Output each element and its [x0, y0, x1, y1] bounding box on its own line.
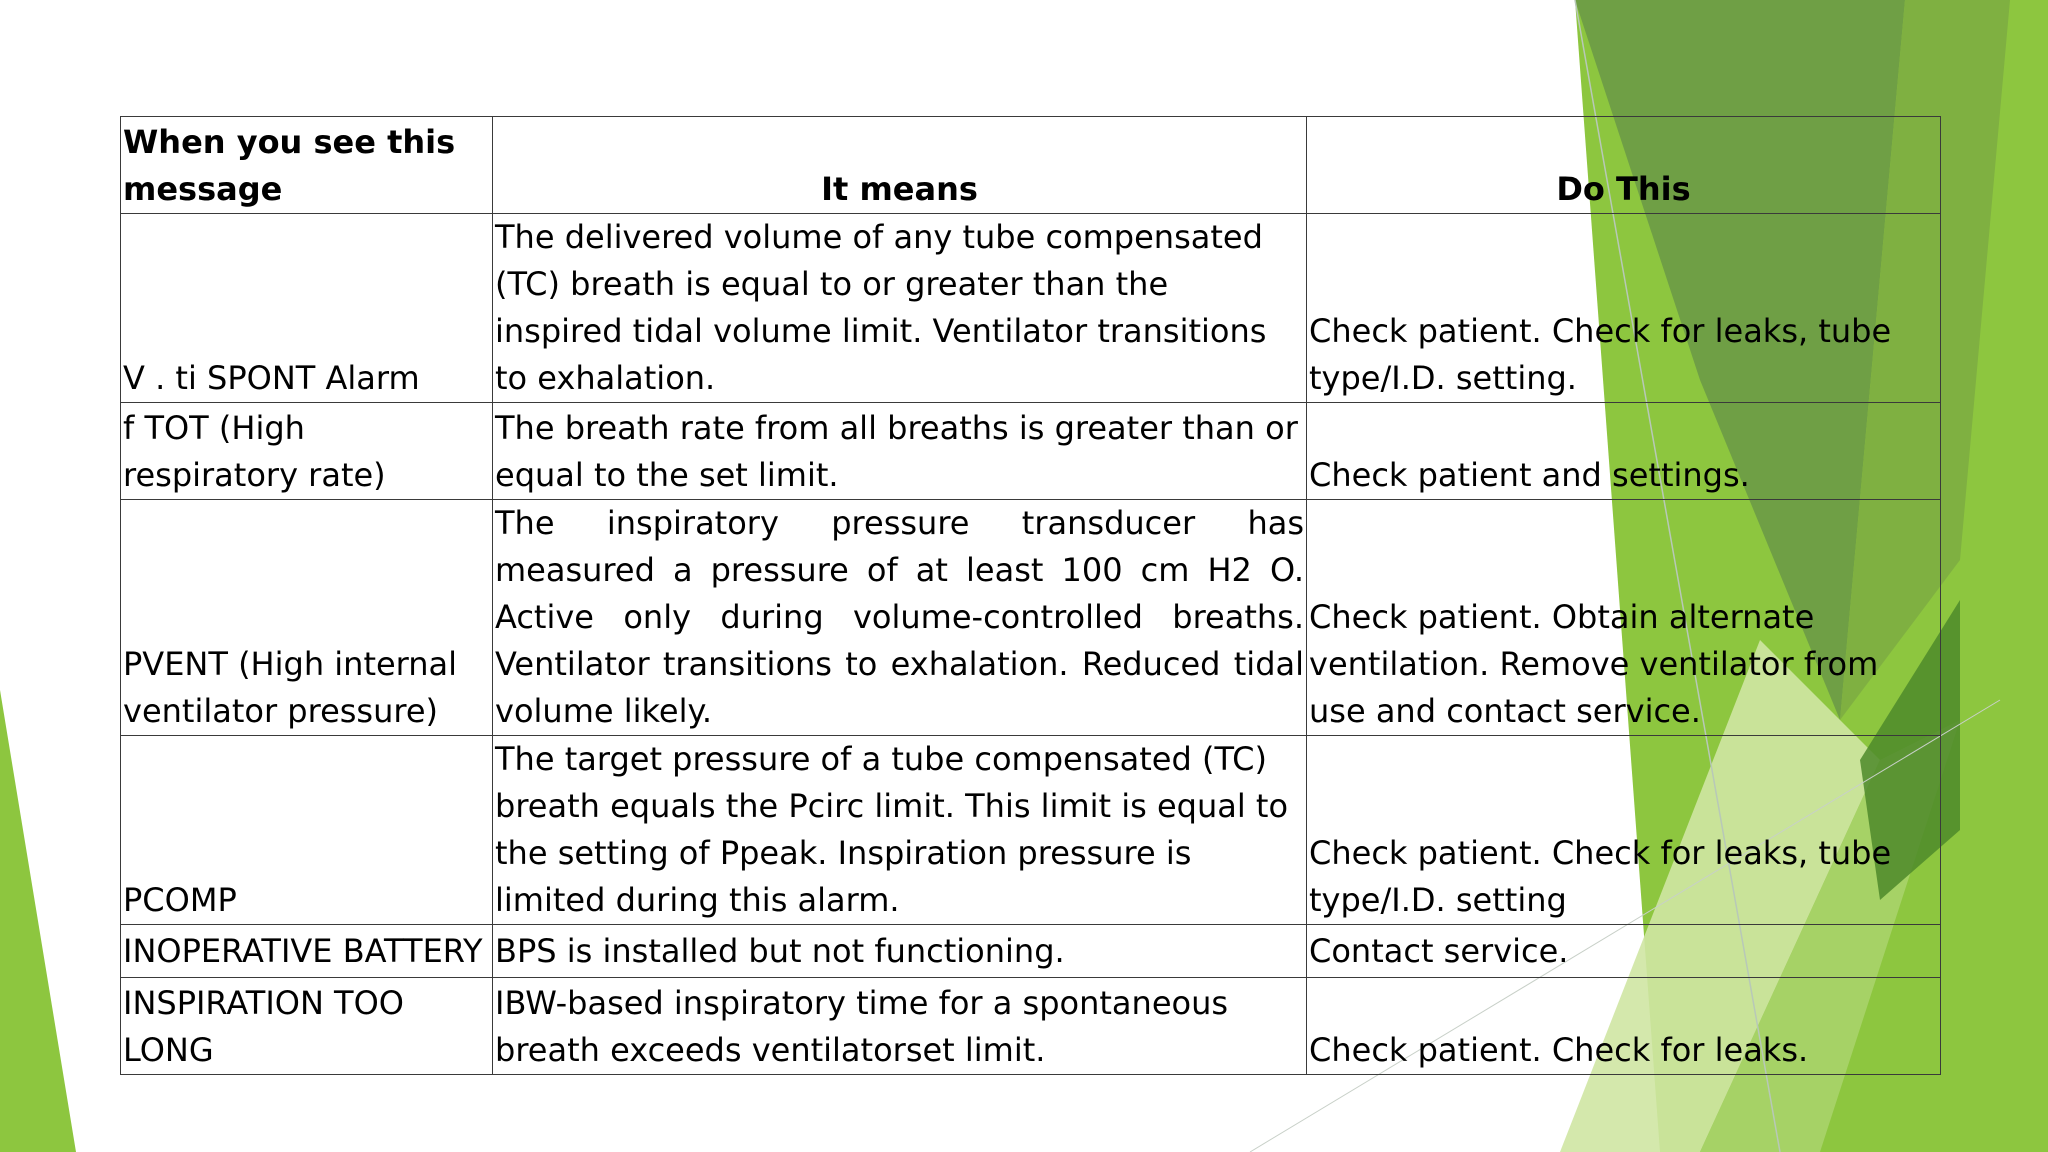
message-cell: f TOT (High respiratory rate)	[121, 403, 493, 500]
table-row	[121, 925, 1941, 978]
action-cell: Check patient. Check for leaks, tube type/I.D. setting.	[1307, 214, 1941, 403]
message-cell: INOPERATIVE BATTERY	[121, 925, 493, 978]
message-cell: PCOMP	[121, 736, 493, 925]
action-cell: Check patient and settings.	[1307, 403, 1941, 500]
action-cell: Check patient. Check for leaks, tube type/I.D. setting	[1307, 736, 1941, 925]
action-cell: Contact service.	[1307, 925, 1941, 978]
table-header-row	[121, 117, 1941, 214]
means-cell: IBW-based inspiratory time for a spontaneous breath exceeds ventilatorset limit.	[493, 978, 1307, 1075]
means-cell: The inspiratory pressure transducer has measured a pressure of at least 100 cm H2 O. Active only during volume-controlled breaths. Ventilator transitions to exhalation. Reduced tidal volume likely.	[493, 500, 1307, 736]
action-cell: Check patient. Check for leaks.	[1307, 978, 1941, 1075]
means-cell: BPS is installed but not functioning.	[493, 925, 1307, 978]
header-it-means: It means	[493, 117, 1307, 214]
means-cell: The target pressure of a tube compensated (TC) breath equals the Pcirc limit. This limit is equal to the setting of Ppeak. Inspiration pressure is limited during this alarm.	[493, 736, 1307, 925]
message-cell: INSPIRATION TOO LONG	[121, 978, 493, 1075]
left-green-accent-shape	[0, 690, 76, 1152]
message-cell: PVENT (High internal ventilator pressure)	[121, 500, 493, 736]
action-cell: Check patient. Obtain alternate ventilation. Remove ventilator from use and contact service.	[1307, 500, 1941, 736]
table-row	[121, 736, 1941, 925]
means-cell: The delivered volume of any tube compensated (TC) breath is equal to or greater than the inspired tidal volume limit. Ventilator transitions to exhalation.	[493, 214, 1307, 403]
alarm-messages-table	[120, 116, 1941, 1075]
table-row	[121, 978, 1941, 1075]
table-row	[121, 214, 1941, 403]
means-cell: The breath rate from all breaths is greater than or equal to the set limit.	[493, 403, 1307, 500]
table-row	[121, 403, 1941, 500]
message-cell: V . ti SPONT Alarm	[121, 214, 493, 403]
table-row	[121, 500, 1941, 736]
header-do-this: Do This	[1307, 117, 1941, 214]
header-when-you-see-this-message: When you see this message	[121, 117, 493, 214]
